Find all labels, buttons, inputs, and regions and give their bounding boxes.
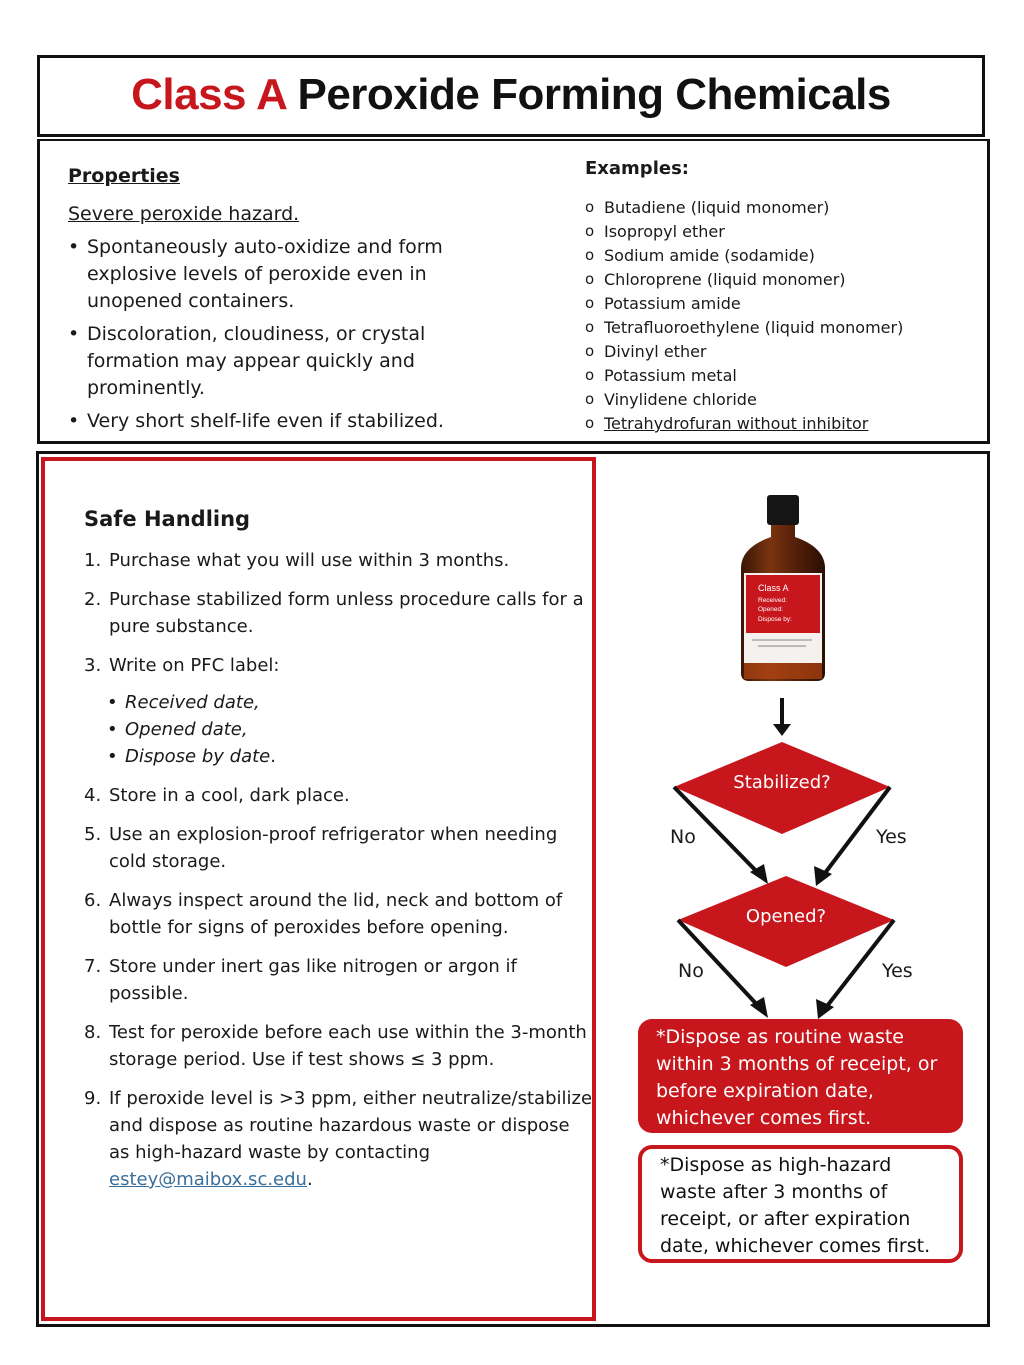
example-item: o Isopropyl ether <box>585 220 903 244</box>
arrowhead <box>773 724 791 736</box>
property-item: • Spontaneously auto-oxidize and form explosive levels of peroxide even in unopened containers. <box>68 234 478 315</box>
example-item: o Potassium metal <box>585 364 903 388</box>
stabilized-no-label: No <box>670 826 696 848</box>
bottle-label-line: Received: <box>758 597 787 604</box>
step-text: Use an explosion-proof refrigerator when needing cold storage. <box>109 824 558 872</box>
step-number: 7. <box>84 956 102 977</box>
step-item <box>84 887 594 941</box>
page-title <box>40 70 982 120</box>
step-number: 9. <box>84 1088 102 1109</box>
example-item: o Divinyl ether <box>585 340 903 364</box>
example-item: o Sodium amide (sodamide) <box>585 244 903 268</box>
step-text: Test for peroxide before each use within the 3-month storage period. Use if test shows ≤ 3 ppm. <box>109 1022 587 1070</box>
step-item <box>84 821 594 875</box>
example-item <box>585 412 903 436</box>
step-text: Purchase stabilized form unless procedure calls for a pure substance. <box>109 589 584 637</box>
properties-subheading: Severe peroxide hazard. <box>68 203 300 225</box>
safe-handling-steps <box>84 547 594 1205</box>
properties-panel <box>37 139 990 444</box>
example-item: o Vinylidene chloride <box>585 388 903 412</box>
property-item: • Discoloration, cloudiness, or crystal formation may appear quickly and prominently. <box>68 321 478 402</box>
label-items <box>105 689 594 770</box>
label-item: • Received date, <box>105 689 594 716</box>
step-number: 4. <box>84 785 102 806</box>
bottle-label-title: Class A <box>758 583 789 593</box>
label-item-text: Dispose by date <box>125 746 271 767</box>
bottle-label-line: Dispose by: <box>758 616 792 623</box>
step-number: 3. <box>84 655 102 676</box>
stabilized-yes-label: Yes <box>876 826 907 848</box>
bottle-label-line: Opened: <box>758 606 783 613</box>
contact-suffix: . <box>306 1169 313 1190</box>
step-number: 8. <box>84 1022 102 1043</box>
opened-no-label: No <box>678 960 704 982</box>
example-item: o Tetrafluoroethylene (liquid monomer) <box>585 316 903 340</box>
properties-heading: Properties <box>68 165 180 187</box>
step-number: 5. <box>84 824 102 845</box>
bottle-liquid <box>744 663 822 679</box>
step-item <box>84 1019 594 1073</box>
label-item <box>105 743 594 770</box>
example-item: o Potassium amide <box>585 292 903 316</box>
storage-flowchart <box>600 690 990 1040</box>
example-item-text: Tetrahydrofuran without inhibitor <box>604 414 869 433</box>
step-item <box>84 953 594 1007</box>
high-hazard-waste-box: *Dispose as high-hazard waste after 3 months of receipt, or after expiration date, whichever comes first. <box>638 1145 963 1263</box>
step-text: If peroxide level is >3 ppm, either neutralize/stabilize and dispose as routine hazardous waste or dispose as high-hazard waste by contacting <box>109 1088 593 1163</box>
step-item <box>84 652 594 770</box>
step-number: 1. <box>84 550 102 571</box>
opened-question: Opened? <box>745 906 827 927</box>
properties-list <box>68 234 478 441</box>
safe-handling-heading: Safe Handling <box>84 507 251 531</box>
step-item <box>84 547 594 574</box>
step-text: Store in a cool, dark place. <box>109 785 350 806</box>
routine-waste-box: *Dispose as routine waste within 3 months of receipt, or before expiration date, whichever comes first. <box>638 1019 963 1133</box>
example-item: o Chloroprene (liquid monomer) <box>585 268 903 292</box>
bottle-label-fineprint <box>758 645 806 647</box>
opened-yes-label: Yes <box>882 960 913 982</box>
chemical-bottle-image <box>738 495 828 683</box>
step-text: Store under inert gas like nitrogen or argon if possible. <box>109 956 517 1004</box>
property-item: • Very short shelf-life even if stabilized. <box>68 408 478 435</box>
step-number: 6. <box>84 890 102 911</box>
title-rest: Peroxide Forming Chemicals <box>297 70 891 119</box>
stabilized-question: Stabilized? <box>733 772 831 793</box>
contact-email-link[interactable]: estey@maibox.sc.edu <box>109 1169 307 1190</box>
step-number: 2. <box>84 589 102 610</box>
examples-heading: Examples: <box>585 158 689 179</box>
step-item <box>84 1085 594 1193</box>
step-text: Write on PFC label: <box>109 655 280 676</box>
bottle-label-fineprint <box>752 639 812 641</box>
step-item <box>84 586 594 640</box>
label-item: • Opened date, <box>105 716 594 743</box>
step-text: Purchase what you will use within 3 months. <box>109 550 510 571</box>
step-item <box>84 782 594 809</box>
example-item: o Butadiene (liquid monomer) <box>585 196 903 220</box>
examples-list <box>585 196 903 436</box>
title-banner <box>37 55 985 137</box>
title-class-a: Class A <box>131 70 286 119</box>
label-item-suffix: . <box>270 746 276 767</box>
bottle-cap <box>767 495 799 525</box>
step-text: Always inspect around the lid, neck and bottom of bottle for signs of peroxides before opening. <box>109 890 563 938</box>
